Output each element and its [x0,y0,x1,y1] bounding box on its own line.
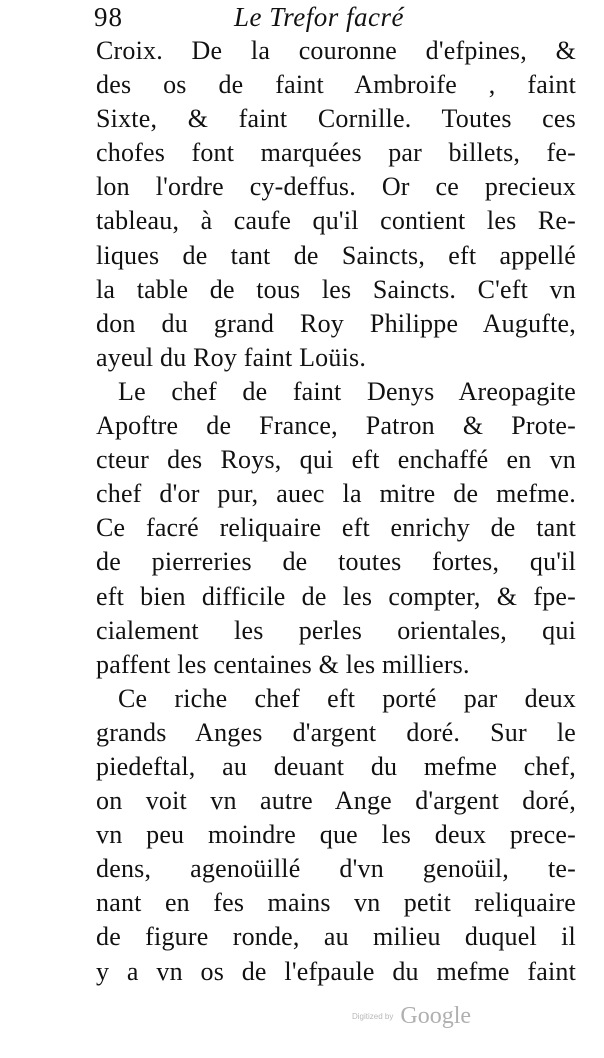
text-line: Croix. De la couronne d'efpines, & [96,36,576,65]
text-line: de pierreries de toutes fortes, qu'il [96,547,576,577]
watermark-caption: Digitized by [352,1012,394,1021]
text-line: Le chef de faint Denys Areopagite [118,376,576,406]
text-line: la table de tous les Saincts. C'eft vn [96,274,576,304]
text-line: chef d'or pur, auec la mitre de mefme. [96,479,576,509]
text-line: Ce riche chef eft porté par deux [118,683,576,713]
text-line: grands Anges d'argent doré. Sur le [96,717,576,747]
text-line: de figure ronde, au milieu duquel il [96,922,576,952]
text-line: don du grand Roy Philippe Augufte, [96,308,576,338]
text-line: lon l'ordre cy-deffus. Or ce precieux [96,172,576,202]
text-line: Ce facré reliquaire eft enrichy de tant [96,513,576,543]
text-line: des os de faint Ambroife , faint [96,70,576,100]
text-line: cteur des Roys, qui eft enchaffé en vn [96,445,576,475]
running-title: Le Trefor facré [234,2,405,32]
text-line: vn peu moindre que les deux prece- [96,820,576,850]
text-line: dens, agenoüillé d'vn genoüil, te- [96,854,576,884]
digitized-watermark [352,1003,471,1031]
text-line: Apoftre de France, Patron & Prote- [96,411,576,441]
body-text [96,34,576,989]
running-head [94,2,574,38]
google-logo: Google [400,1003,472,1029]
text-line: ayeul du Roy faint Loüis. [96,342,367,372]
text-line: nant en fes mains vn petit reliquaire [96,888,576,918]
text-line: liques de tant de Saincts, eft appellé [96,240,576,270]
text-line: paffent les centaines & les milliers. [96,649,470,679]
text-line: Sixte, & faint Cornille. Toutes ces [96,104,576,134]
text-line: cialement les perles orientales, qui [96,615,576,645]
text-line: y a vn os de l'efpaule du mefme faint [96,956,576,986]
page-number: 98 [94,2,123,32]
text-line: piedeftal, au deuant du mefme chef, [96,751,576,781]
text-line: on voit vn autre Ange d'argent doré, [96,786,576,816]
text-line: chofes font marquées par billets, fe- [96,138,576,168]
text-line: eft bien difficile de les compter, & fpe- [96,581,576,611]
text-line: tableau, à caufe qu'il contient les Re- [96,206,576,236]
